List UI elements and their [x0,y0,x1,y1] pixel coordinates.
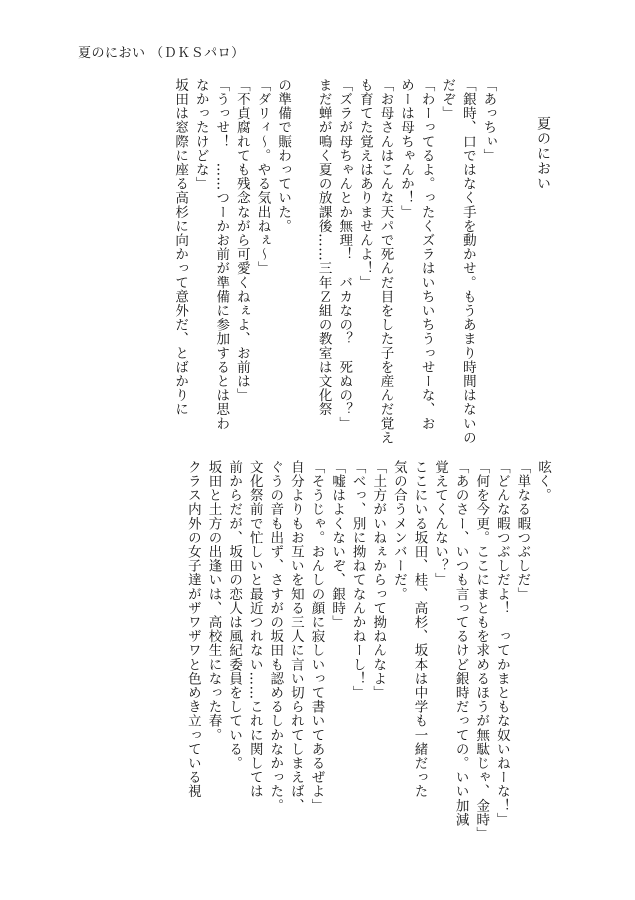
upper-text-block [170,78,554,458]
text-line: 「土方がいねぇからって拗ねんなよ」 [370,460,387,700]
text-line: 「ダリィ～。やる気出ねぇ～」 [254,78,271,276]
text-line: 前からだが、坂田の恋人は風紀委員をしている。 [226,460,243,771]
text-line: 呟く。 [535,460,551,503]
text-line: 「不貞腐れても残念ながら可愛くねぇよ、お前は」 [233,78,250,403]
text-line: 文化祭前で忙しいと最近つれない……これに関しては [246,460,263,799]
text-line: 「わーってるよ。ったくズラはいちいちうっせーな、お [418,78,435,431]
text-line: 覚えてくんない？」 [432,460,449,587]
text-line: まだ蝉が鳴く夏の放課後……三年Ｚ組の教室は文化祭 [315,78,332,417]
text-line: 「単なる暇つぶしだ」 [514,460,531,601]
text-line: 「どんな暇つぶしだよ！ ってかまともな奴いねーな！」 [493,460,510,827]
text-line: めーは母ちゃんか！」 [398,78,415,219]
lower-text-block [182,460,553,840]
text-line: 「あのさー、いつも言ってるけど銀時だっての。いい加減 [452,460,469,827]
text-line: 「何を今更。ここにまともを求めるほうが無駄じゃ、金時」 [473,460,490,841]
text-line: ここにいる坂田、桂、高杉、坂本は中学も一緒だった [411,460,428,799]
text-line: 自分よりもお互いを知る三人に言い切られてしまえば、 [287,460,304,813]
text-line: クラス内外の女子達がザワザワと色めき立っている視 [184,460,201,799]
text-line: 「そうじゃ。おんしの顔に寂しいって書いてあるぜよ」 [308,460,325,813]
text-line: の準備で賑わっていた。 [275,78,292,234]
chapter-title: 夏のにおい [535,116,551,191]
text-line: も育てた覚えはありませんよ！」 [356,78,373,290]
text-line: ぐうの音も出ず、さすがの坂田も認めるしかなかった。 [267,460,284,813]
text-line: 坂田と土方の出逢いは、高校生になった春。 [205,460,222,742]
text-line: 「うっせ！ ……つーかお前が準備に参加するとは思わ [213,78,230,431]
text-line: 気の合うメンバーだ。 [390,460,407,601]
text-line: 「あっちぃ」 [480,78,497,163]
text-line: だぞ」 [439,78,456,121]
text-line: 「お母さんはこんな天パで死んだ目をした子を産んだ覚え [377,78,394,445]
text-line: なかったけどな」 [192,78,209,191]
running-header: 夏のにおい （ＤＫＳパロ） [78,46,245,61]
text-line: 「ズラが母ちゃんとか無理！ バカなの？ 死ぬの？」 [336,78,353,431]
text-line: 「嘘はよくないぞ、銀時」 [329,460,346,630]
text-line: 「べっ、別に拗ねてなんかねーし！」 [349,460,366,700]
text-line: 坂田は窓際に座る高杉に向かって意外だ、とばかりに [172,78,189,417]
text-line: 「銀時、口ではなく手を動かせ。もうあまり時間はないの [459,78,476,445]
